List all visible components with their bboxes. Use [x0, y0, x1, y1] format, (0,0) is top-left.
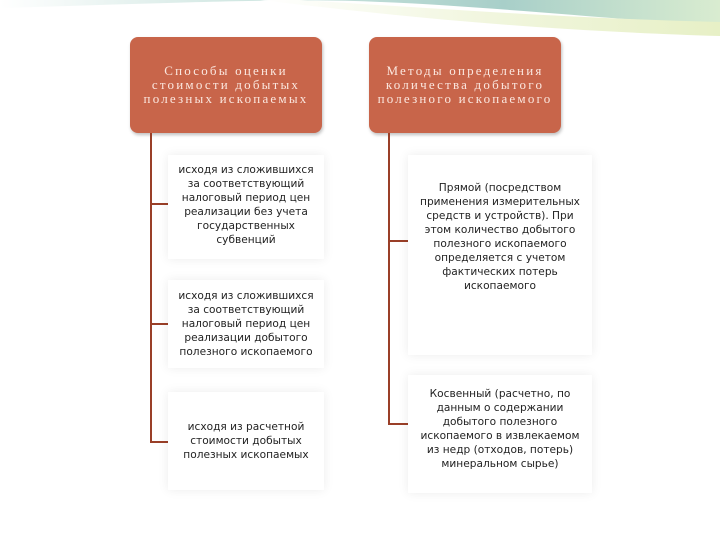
- valuation-method-card-1: [168, 155, 324, 259]
- direct-method-card: [408, 155, 592, 355]
- left-connector-branch-2: [150, 323, 168, 325]
- indirect-method-text: Косвенный (расчетно, по данным о содержании добытого полезного ископаемого в извлекаемом из недр (отходов, потерь) минеральном сырье): [420, 388, 580, 470]
- direct-method-text: Прямой (посредством применения измерительных средств и устройств). При этом количество добытого полезного ископаемого определяется с учетом фактических потерь ископаемого: [420, 182, 580, 292]
- left-connector-branch-3: [150, 441, 168, 443]
- valuation-methods-header: Способы оценки стоимости добытых полезных ископаемых: [130, 37, 322, 133]
- right-connector-branch-1: [388, 240, 408, 242]
- valuation-method-text-3: исходя из расчетной стоимости добытых полезных ископаемых: [183, 421, 309, 461]
- right-connector-vertical: [388, 133, 390, 425]
- left-connector-vertical: [150, 133, 152, 443]
- valuation-method-card-2: [168, 280, 324, 368]
- top-wave-decoration: [0, 0, 720, 60]
- valuation-method-card-3: [168, 392, 324, 490]
- valuation-method-text-2: исходя из сложившихся за соответствующий налоговый период цен реализации добытого полезного ископаемого: [178, 290, 314, 358]
- left-connector-branch-1: [150, 203, 168, 205]
- indirect-method-card: [408, 375, 592, 493]
- valuation-method-text-1: исходя из сложившихся за соответствующий налоговый период цен реализации без учета государственных субвенций: [178, 164, 314, 246]
- quantity-methods-header: Методы определения количества добытого полезного ископаемого: [369, 37, 561, 133]
- right-connector-branch-2: [388, 423, 408, 425]
